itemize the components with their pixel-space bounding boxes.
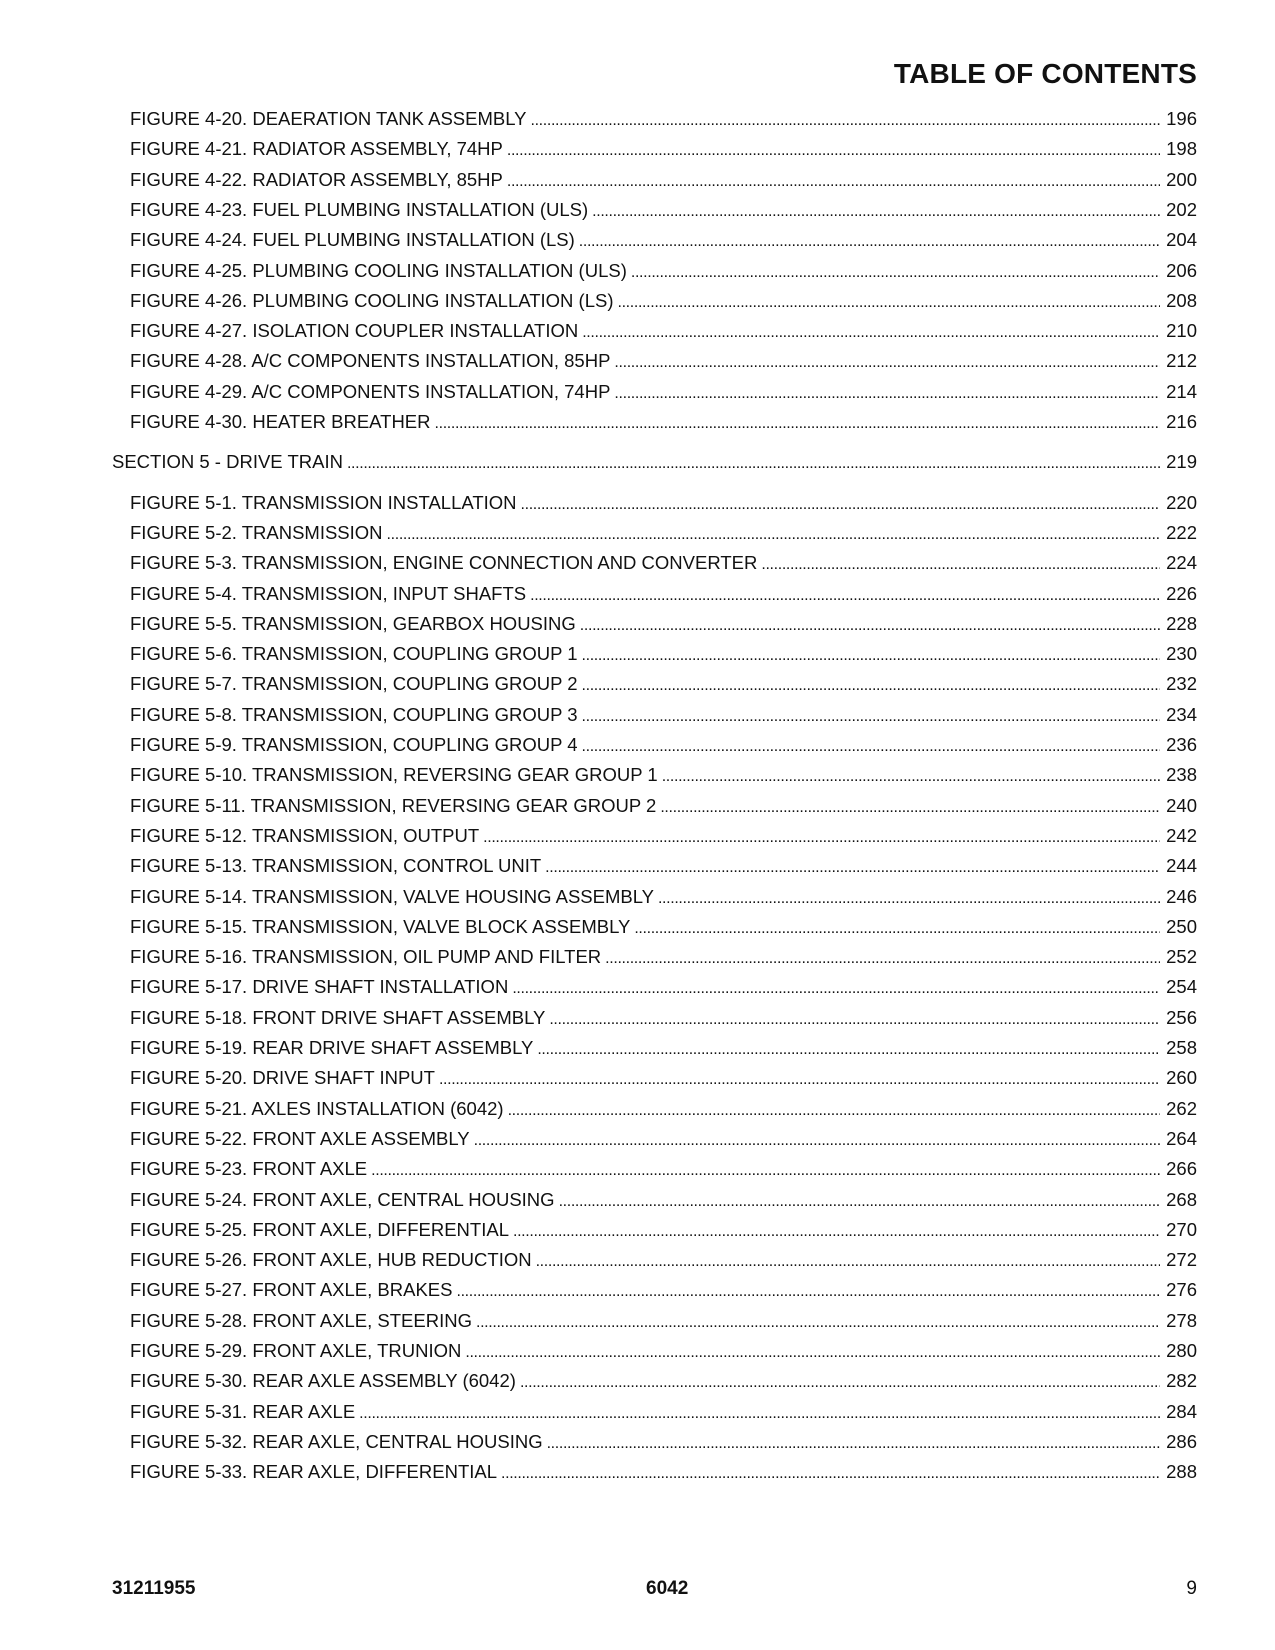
toc-entry-label: FIGURE 4-24. FUEL PLUMBING INSTALLATION (LS) [130, 229, 575, 251]
toc-entry-label: FIGURE 4-25. PLUMBING COOLING INSTALLATION (ULS) [130, 259, 627, 281]
toc-entry-label: FIGURE 5-8. TRANSMISSION, COUPLING GROUP 3 [130, 703, 578, 725]
toc-dot-leader [508, 1098, 1161, 1122]
toc-entry-page: 220 [1166, 491, 1197, 513]
toc-entry-label: FIGURE 4-30. HEATER BREATHER [130, 411, 431, 432]
toc-figure-entry[interactable] [130, 1189, 1197, 1211]
toc-entry-page: 240 [1166, 794, 1197, 816]
toc-dot-leader [582, 673, 1161, 697]
toc-dot-leader [387, 522, 1161, 546]
toc-entry-page: 284 [1166, 1400, 1197, 1422]
toc-figure-entry[interactable] [130, 1098, 1197, 1120]
toc-figure-entry[interactable] [130, 522, 1197, 544]
toc-entry-page: 280 [1166, 1340, 1197, 1361]
toc-dot-leader [582, 734, 1161, 758]
toc-dot-leader [559, 1189, 1161, 1213]
toc-dot-leader [359, 1401, 1160, 1425]
toc-entry-label: FIGURE 5-17. DRIVE SHAFT INSTALLATION [130, 976, 509, 998]
toc-dot-leader [474, 1128, 1161, 1152]
toc-entry-label: FIGURE 5-3. TRANSMISSION, ENGINE CONNECTION AND CONVERTER [130, 552, 758, 574]
toc-entry-label: FIGURE 5-20. DRIVE SHAFT INPUT [130, 1067, 435, 1089]
toc-entry-page: 196 [1166, 108, 1197, 129]
toc-figure-entry[interactable] [130, 764, 1197, 786]
toc-entry-page: 216 [1166, 411, 1197, 432]
toc-entry-page: 232 [1166, 673, 1197, 695]
toc-entry-page: 219 [1166, 451, 1197, 473]
toc-entry-label: FIGURE 5-25. FRONT AXLE, DIFFERENTIAL [130, 1218, 509, 1240]
toc-figure-entry[interactable] [130, 169, 1197, 191]
footer-part-number: 31211955 [112, 1578, 196, 1599]
toc-figure-entry[interactable] [130, 1461, 1197, 1483]
toc-entry-label: FIGURE 4-26. PLUMBING COOLING INSTALLATION (LS) [130, 289, 614, 311]
toc-entry-label: FIGURE 5-30. REAR AXLE ASSEMBLY (6042) [130, 1370, 516, 1392]
toc-entry-page: 222 [1166, 521, 1197, 543]
toc-entry-label: FIGURE 5-24. FRONT AXLE, CENTRAL HOUSING [130, 1188, 555, 1210]
toc-entry-label: FIGURE 5-18. FRONT DRIVE SHAFT ASSEMBLY [130, 1006, 546, 1028]
toc-figure-entry[interactable] [130, 1279, 1197, 1301]
toc-figure-entry[interactable] [130, 1370, 1197, 1392]
toc-entry-label: FIGURE 5-9. TRANSMISSION, COUPLING GROUP 4 [130, 734, 578, 755]
toc-figure-entry[interactable] [130, 320, 1197, 342]
toc-entry-page: 198 [1166, 138, 1197, 160]
toc-dot-leader [521, 492, 1161, 516]
toc-entry-label: FIGURE 5-11. TRANSMISSION, REVERSING GEAR GROUP 2 [130, 794, 657, 816]
toc-entry-page: 256 [1166, 1006, 1197, 1028]
toc-dot-leader [658, 886, 1160, 910]
toc-entry-label: FIGURE 4-28. A/C COMPONENTS INSTALLATION, 85HP [130, 350, 611, 372]
toc-figure-entry[interactable] [130, 381, 1197, 403]
toc-entry-page: 246 [1166, 885, 1197, 907]
toc-entry-label: FIGURE 5-23. FRONT AXLE [130, 1158, 368, 1180]
toc-figure-entry[interactable] [130, 916, 1197, 938]
footer-page-number: 9 [1186, 1578, 1197, 1599]
toc-dot-leader [579, 229, 1160, 253]
toc-entry-page: 204 [1166, 229, 1197, 251]
toc-figure-entry[interactable] [130, 492, 1197, 514]
toc-entry-page: 266 [1166, 1158, 1197, 1180]
toc-entry-label: FIGURE 5-21. AXLES INSTALLATION (6042) [130, 1097, 504, 1119]
toc-entry-page: 270 [1166, 1218, 1197, 1240]
toc-section-entry[interactable] [112, 451, 1197, 473]
toc-dot-leader [660, 795, 1160, 819]
toc-dot-leader [761, 552, 1160, 576]
toc-dot-leader [439, 1067, 1160, 1091]
toc-entry-label: SECTION 5 - DRIVE TRAIN [112, 451, 343, 473]
toc-entry-page: 258 [1166, 1037, 1197, 1058]
toc-figure-entry[interactable] [130, 643, 1197, 665]
toc-dot-leader [592, 199, 1160, 223]
toc-entry-label: FIGURE 5-15. TRANSMISSION, VALVE BLOCK ASSEMBLY [130, 915, 631, 937]
toc-figure-entry[interactable] [130, 229, 1197, 251]
toc-entry-label: FIGURE 5-26. FRONT AXLE, HUB REDUCTION [130, 1249, 532, 1271]
toc-entry-page: 206 [1166, 259, 1197, 281]
toc-entry-page: 236 [1166, 734, 1197, 755]
toc-entry-page: 234 [1166, 703, 1197, 725]
toc-entry-page: 202 [1166, 198, 1197, 220]
toc-entry-page: 230 [1166, 643, 1197, 665]
toc-figure-entry[interactable] [130, 138, 1197, 160]
toc-entry-page: 228 [1166, 612, 1197, 634]
toc-dot-leader [476, 1310, 1160, 1334]
toc-figure-entry[interactable] [130, 855, 1197, 877]
toc-dot-leader [530, 583, 1160, 607]
toc-entry-label: FIGURE 4-20. DEAERATION TANK ASSEMBLY [130, 108, 527, 129]
toc-entry-label: FIGURE 5-19. REAR DRIVE SHAFT ASSEMBLY [130, 1037, 534, 1058]
toc-entry-page: 242 [1166, 824, 1197, 846]
toc-entry-label: FIGURE 5-32. REAR AXLE, CENTRAL HOUSING [130, 1430, 543, 1452]
toc-figure-entry[interactable] [130, 613, 1197, 635]
toc-entry-label: FIGURE 4-29. A/C COMPONENTS INSTALLATION, 74HP [130, 380, 611, 402]
toc-figure-entry[interactable] [130, 704, 1197, 726]
toc-figure-entry[interactable] [130, 552, 1197, 574]
toc-figure-entry[interactable] [130, 673, 1197, 695]
toc-entry-page: 214 [1166, 380, 1197, 402]
toc-dot-leader [520, 1370, 1160, 1394]
toc-figure-entry[interactable] [130, 734, 1197, 756]
toc-figure-entry[interactable] [130, 886, 1197, 908]
footer-model: 6042 [646, 1578, 689, 1599]
toc-entry-label: FIGURE 5-29. FRONT AXLE, TRUNION [130, 1340, 462, 1361]
toc-dot-leader [545, 855, 1160, 879]
toc-entry-page: 212 [1166, 350, 1197, 372]
toc-dot-leader [634, 916, 1160, 940]
toc-entry-label: FIGURE 5-10. TRANSMISSION, REVERSING GEAR GROUP 1 [130, 764, 658, 786]
toc-entry-page: 262 [1166, 1097, 1197, 1119]
toc-figure-entry[interactable] [130, 260, 1197, 282]
toc-dot-leader [507, 169, 1160, 193]
toc-dot-leader [614, 381, 1160, 405]
toc-figure-entry[interactable] [130, 1310, 1197, 1332]
toc-entry-page: 278 [1166, 1309, 1197, 1331]
toc-dot-leader [501, 1461, 1160, 1485]
toc-dot-leader [631, 260, 1160, 284]
toc-entry-page: 252 [1166, 946, 1197, 968]
toc-figure-entry[interactable] [130, 108, 1197, 130]
toc-entry-page: 286 [1166, 1430, 1197, 1452]
page-title: TABLE OF CONTENTS [893, 58, 1197, 89]
toc-dot-leader [531, 108, 1161, 132]
toc-figure-entry[interactable] [130, 1431, 1197, 1453]
toc-figure-entry[interactable] [130, 1128, 1197, 1150]
toc-entry-label: FIGURE 5-2. TRANSMISSION [130, 521, 383, 543]
toc-entry-page: 224 [1166, 552, 1197, 574]
toc-dot-leader [549, 1007, 1160, 1031]
toc-entry-label: FIGURE 4-22. RADIATOR ASSEMBLY, 85HP [130, 168, 503, 190]
toc-entry-page: 244 [1166, 855, 1197, 877]
toc-dot-leader [483, 825, 1160, 849]
toc-dot-leader [614, 350, 1160, 374]
toc-entry-page: 272 [1166, 1249, 1197, 1271]
toc-entry-page: 208 [1166, 289, 1197, 311]
toc-figure-entry[interactable] [130, 1249, 1197, 1271]
toc-dot-leader [513, 1219, 1160, 1243]
toc-dot-leader [371, 1158, 1160, 1182]
toc-entry-label: FIGURE 5-27. FRONT AXLE, BRAKES [130, 1279, 453, 1301]
toc-entry-label: FIGURE 5-31. REAR AXLE [130, 1400, 356, 1422]
toc-figure-entry[interactable] [130, 825, 1197, 847]
toc-entry-label: FIGURE 5-14. TRANSMISSION, VALVE HOUSING ASSEMBLY [130, 885, 654, 907]
toc-figure-entry[interactable] [130, 199, 1197, 221]
toc-entry-label: FIGURE 4-21. RADIATOR ASSEMBLY, 74HP [130, 138, 503, 160]
toc-entry-label: FIGURE 4-27. ISOLATION COUPLER INSTALLATION [130, 320, 579, 342]
toc-figure-entry[interactable] [130, 795, 1197, 817]
toc-figure-entry[interactable] [130, 583, 1197, 605]
toc-entry-label: FIGURE 5-6. TRANSMISSION, COUPLING GROUP 1 [130, 643, 578, 665]
toc-entry-label: FIGURE 5-7. TRANSMISSION, COUPLING GROUP 2 [130, 673, 578, 695]
toc-dot-leader [547, 1431, 1161, 1455]
toc-dot-leader [507, 138, 1160, 162]
toc-entry-label: FIGURE 5-22. FRONT AXLE ASSEMBLY [130, 1127, 470, 1149]
toc-figure-entry[interactable] [130, 350, 1197, 372]
toc-entry-page: 250 [1166, 915, 1197, 937]
toc-entry-page: 276 [1166, 1279, 1197, 1301]
toc-entry-label: FIGURE 4-23. FUEL PLUMBING INSTALLATION (ULS) [130, 198, 589, 220]
toc-figure-entry[interactable] [130, 1158, 1197, 1180]
toc-figure-entry[interactable] [130, 290, 1197, 312]
toc-figure-entry[interactable] [130, 946, 1197, 968]
toc-figure-entry[interactable] [130, 411, 1197, 433]
toc-entry-label: FIGURE 5-1. TRANSMISSION INSTALLATION [130, 491, 517, 513]
toc-dot-leader [347, 451, 1160, 475]
toc-entry-page: 260 [1166, 1067, 1197, 1089]
toc-entry-page: 288 [1166, 1461, 1197, 1483]
toc-entry-page: 254 [1166, 976, 1197, 998]
toc-dot-leader [618, 290, 1161, 314]
toc-dot-leader [582, 320, 1160, 344]
toc-figure-entry[interactable] [130, 1340, 1197, 1362]
toc-entry-page: 200 [1166, 168, 1197, 190]
toc-entry-label: FIGURE 5-16. TRANSMISSION, OIL PUMP AND FILTER [130, 946, 602, 968]
toc-figure-entry[interactable] [130, 1007, 1197, 1029]
toc-entry-label: FIGURE 5-13. TRANSMISSION, CONTROL UNIT [130, 855, 542, 877]
toc-entry-page: 268 [1166, 1188, 1197, 1210]
toc-figure-entry[interactable] [130, 1067, 1197, 1089]
toc-entry-page: 238 [1166, 764, 1197, 786]
toc-figure-entry[interactable] [130, 976, 1197, 998]
toc-entry-label: FIGURE 5-28. FRONT AXLE, STEERING [130, 1309, 472, 1331]
toc-dot-leader [512, 976, 1160, 1000]
toc-dot-leader [435, 411, 1161, 435]
toc-entry-label: FIGURE 5-12. TRANSMISSION, OUTPUT [130, 824, 480, 846]
toc-entry-page: 210 [1166, 320, 1197, 342]
toc-dot-leader [662, 764, 1160, 788]
toc-dot-leader [456, 1279, 1160, 1303]
toc-entry-page: 282 [1166, 1370, 1197, 1392]
toc-dot-leader [605, 946, 1160, 970]
toc-dot-leader [582, 704, 1161, 728]
toc-entry-page: 264 [1166, 1127, 1197, 1149]
toc-dot-leader [465, 1340, 1160, 1364]
toc-figure-entry[interactable] [130, 1401, 1197, 1423]
toc-dot-leader [537, 1037, 1160, 1061]
toc-entry-page: 226 [1166, 582, 1197, 604]
toc-entry-label: FIGURE 5-33. REAR AXLE, DIFFERENTIAL [130, 1461, 498, 1483]
toc-dot-leader [580, 613, 1160, 637]
toc-figure-entry[interactable] [130, 1219, 1197, 1241]
toc-dot-leader [536, 1249, 1161, 1273]
toc-entry-label: FIGURE 5-4. TRANSMISSION, INPUT SHAFTS [130, 582, 527, 604]
toc-figure-entry[interactable] [130, 1037, 1197, 1059]
toc-dot-leader [582, 643, 1161, 667]
toc-entry-label: FIGURE 5-5. TRANSMISSION, GEARBOX HOUSING [130, 612, 576, 634]
